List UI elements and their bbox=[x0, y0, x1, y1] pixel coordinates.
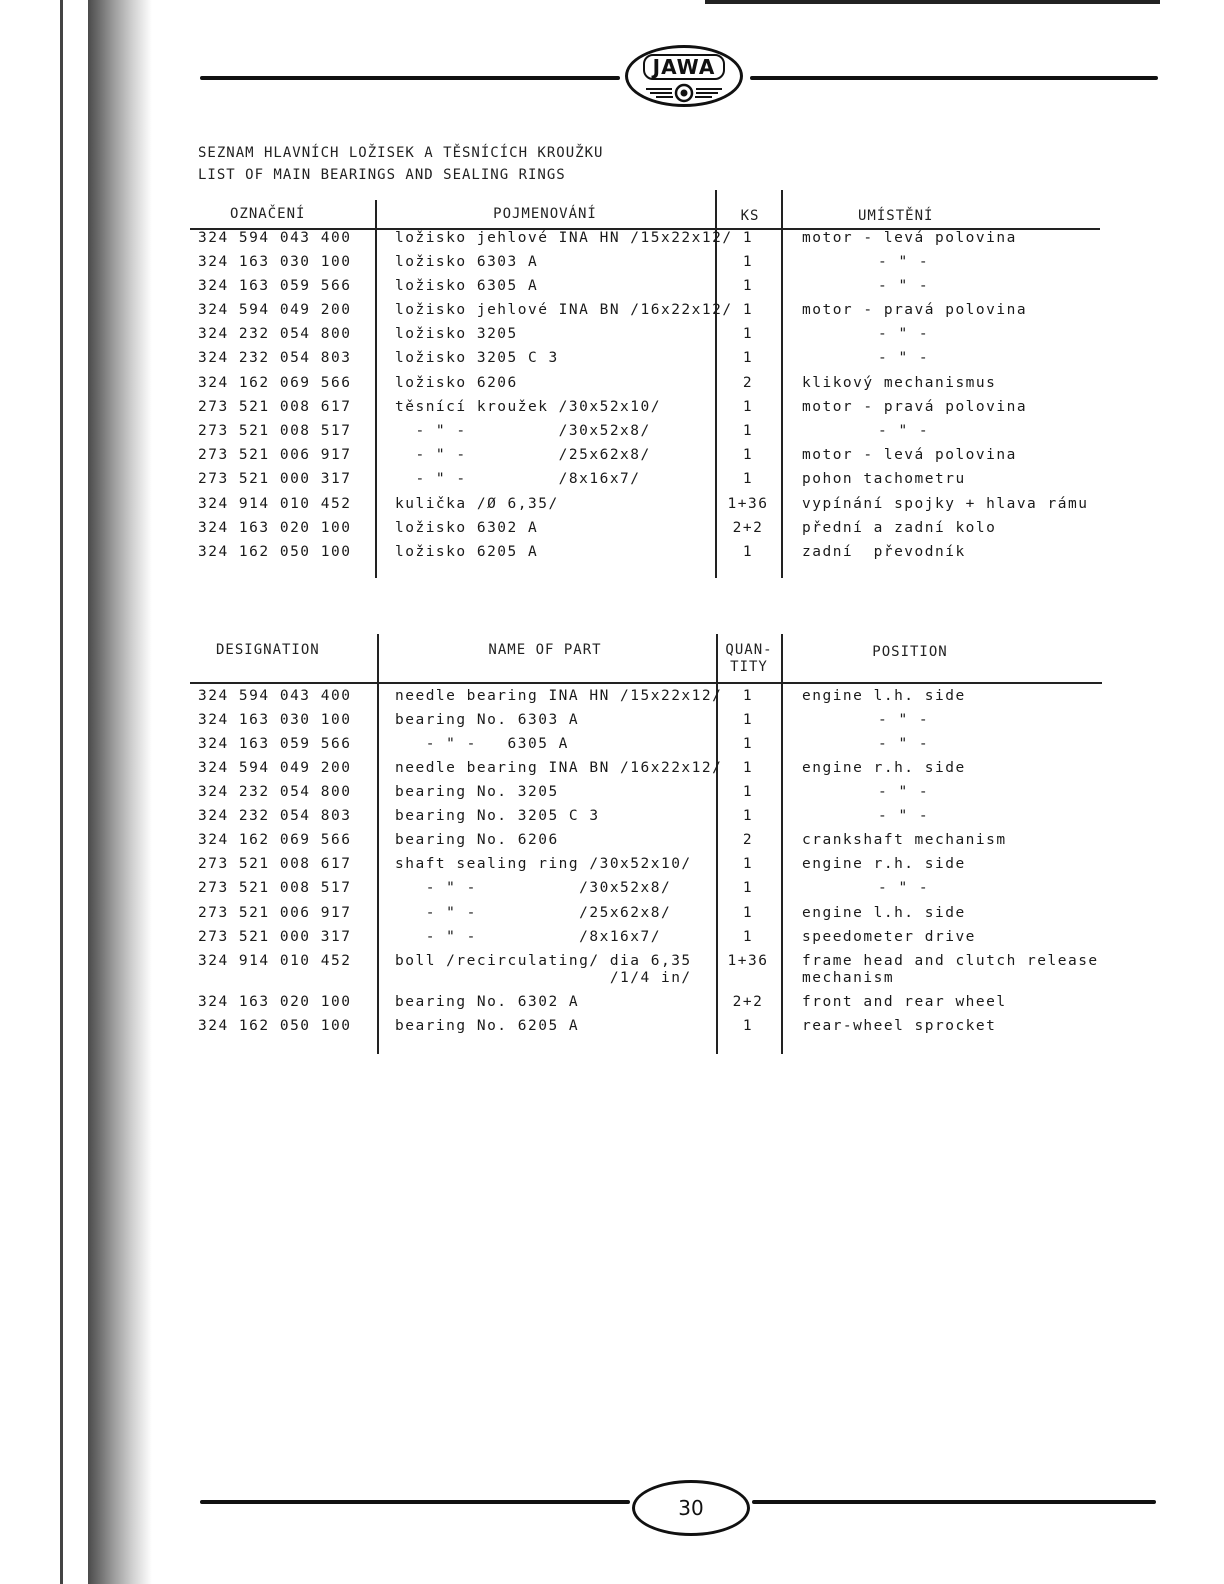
part-code: 324 232 054 803 bbox=[198, 808, 352, 824]
part-quantity: 1+36 bbox=[727, 496, 769, 512]
part-position: motor - pravá polovina bbox=[802, 399, 1028, 415]
part-name: ložisko 6206 bbox=[395, 375, 518, 391]
part-position: motor - pravá polovina bbox=[802, 302, 1028, 318]
column-divider bbox=[781, 634, 783, 1054]
part-quantity: 1 bbox=[742, 254, 754, 270]
footer-rule-left bbox=[200, 1500, 630, 1504]
header-code: OZNAČENÍ bbox=[230, 206, 306, 222]
part-code: 273 521 000 317 bbox=[198, 929, 352, 945]
part-code: 324 232 054 803 bbox=[198, 350, 352, 366]
part-code: 324 162 050 100 bbox=[198, 1018, 352, 1034]
part-position: motor - levá polovina bbox=[802, 230, 1017, 246]
part-quantity: 1 bbox=[742, 1018, 754, 1034]
logo-wing-icon bbox=[642, 83, 726, 103]
part-quantity: 1 bbox=[742, 929, 754, 945]
binding-shadow bbox=[88, 0, 152, 1584]
part-name: bearing No. 6205 A bbox=[395, 1018, 580, 1034]
part-code: 324 594 043 400 bbox=[198, 230, 352, 246]
part-quantity: 2 bbox=[742, 375, 754, 391]
part-quantity: 1 bbox=[742, 712, 754, 728]
part-name: - " - /8x16x7/ bbox=[395, 471, 641, 487]
page-number: 30 bbox=[678, 1496, 704, 1520]
part-position: pohon tachometru bbox=[802, 471, 966, 487]
part-name: shaft sealing ring /30x52x10/ bbox=[395, 856, 692, 872]
footer-rule-right bbox=[752, 1500, 1156, 1504]
part-name: ložisko 6305 A bbox=[395, 278, 539, 294]
part-quantity: 1 bbox=[742, 784, 754, 800]
part-name: těsnící kroužek /30x52x10/ bbox=[395, 399, 661, 415]
part-code: 324 162 069 566 bbox=[198, 375, 352, 391]
part-code: 324 232 054 800 bbox=[198, 784, 352, 800]
part-position: speedometer drive bbox=[802, 929, 976, 945]
part-name: bearing No. 3205 bbox=[395, 784, 559, 800]
part-name: boll /recirculating/ dia 6,35 /1/4 in/ bbox=[395, 953, 692, 986]
part-name: ložisko 6205 A bbox=[395, 544, 539, 560]
part-quantity: 2+2 bbox=[732, 520, 764, 536]
part-code: 273 521 006 917 bbox=[198, 447, 352, 463]
part-quantity: 2 bbox=[742, 832, 754, 848]
part-quantity: 1 bbox=[742, 423, 754, 439]
header-name: NAME OF PART bbox=[488, 642, 602, 658]
part-position: přední a zadní kolo bbox=[802, 520, 997, 536]
part-position: - " - bbox=[878, 712, 930, 728]
part-code: 324 914 010 452 bbox=[198, 496, 352, 512]
part-position: engine r.h. side bbox=[802, 856, 966, 872]
part-code: 324 594 049 200 bbox=[198, 760, 352, 776]
header-position: UMÍSTĚNÍ bbox=[858, 208, 934, 224]
column-divider bbox=[715, 190, 717, 578]
part-code: 324 163 030 100 bbox=[198, 712, 352, 728]
table-czech bbox=[190, 190, 1102, 582]
header-qty: KS bbox=[740, 208, 760, 224]
part-name: bearing No. 3205 C 3 bbox=[395, 808, 600, 824]
column-divider bbox=[377, 634, 379, 1054]
header-name: POJMENOVÁNÍ bbox=[493, 206, 597, 222]
top-edge-rule bbox=[705, 0, 1160, 4]
part-name: bearing No. 6303 A bbox=[395, 712, 580, 728]
part-quantity: 1 bbox=[742, 278, 754, 294]
part-position: - " - bbox=[878, 326, 930, 342]
jawa-logo bbox=[625, 45, 743, 107]
part-position: crankshaft mechanism bbox=[802, 832, 1007, 848]
part-position: vypínání spojky + hlava rámu bbox=[802, 496, 1089, 512]
title-czech: SEZNAM HLAVNÍCH LOŽISEK A TĚSNÍCÍCH KROUŽKU bbox=[198, 145, 604, 161]
part-name: - " - 6305 A bbox=[395, 736, 569, 752]
part-quantity: 1 bbox=[742, 760, 754, 776]
part-position: motor - levá polovina bbox=[802, 447, 1017, 463]
part-code: 324 914 010 452 bbox=[198, 953, 352, 969]
part-code: 324 163 059 566 bbox=[198, 278, 352, 294]
part-code: 273 521 000 317 bbox=[198, 471, 352, 487]
part-position: zadní převodník bbox=[802, 544, 966, 560]
part-name: kulička /Ø 6,35/ bbox=[395, 496, 559, 512]
part-quantity: 1+36 bbox=[727, 953, 769, 969]
part-code: 273 521 008 617 bbox=[198, 856, 352, 872]
part-quantity: 1 bbox=[742, 856, 754, 872]
column-divider bbox=[781, 190, 783, 578]
part-name: ložisko 3205 bbox=[395, 326, 518, 342]
table-english bbox=[190, 634, 1102, 1058]
title-english: LIST OF MAIN BEARINGS AND SEALING RINGS bbox=[198, 167, 566, 183]
part-quantity: 1 bbox=[742, 880, 754, 896]
logo-text: JAWA bbox=[643, 54, 726, 80]
header-rule-right bbox=[750, 76, 1158, 80]
part-quantity: 1 bbox=[742, 905, 754, 921]
part-quantity: 1 bbox=[742, 302, 754, 318]
part-code: 273 521 008 517 bbox=[198, 423, 352, 439]
header-qty: QUAN- TITY bbox=[725, 642, 773, 675]
part-position: front and rear wheel bbox=[802, 994, 1007, 1010]
part-name: ložisko jehlové INA HN /15x22x12/ bbox=[395, 230, 733, 246]
part-quantity: 1 bbox=[742, 350, 754, 366]
header-code: DESIGNATION bbox=[216, 642, 320, 658]
part-quantity: 1 bbox=[742, 326, 754, 342]
part-name: ložisko 6302 A bbox=[395, 520, 539, 536]
part-code: 324 163 020 100 bbox=[198, 520, 352, 536]
part-position: frame head and clutch release mechanism bbox=[802, 953, 1099, 986]
header-separator bbox=[190, 682, 1102, 684]
part-position: - " - bbox=[878, 808, 930, 824]
part-position: engine l.h. side bbox=[802, 905, 966, 921]
part-name: - " - /8x16x7/ bbox=[395, 929, 661, 945]
part-position: - " - bbox=[878, 278, 930, 294]
part-code: 324 162 050 100 bbox=[198, 544, 352, 560]
part-position: - " - bbox=[878, 784, 930, 800]
part-position: engine r.h. side bbox=[802, 760, 966, 776]
part-code: 324 162 069 566 bbox=[198, 832, 352, 848]
part-quantity: 1 bbox=[742, 736, 754, 752]
part-code: 324 594 043 400 bbox=[198, 688, 352, 704]
header-position: POSITION bbox=[872, 644, 948, 660]
part-quantity: 1 bbox=[742, 399, 754, 415]
column-divider bbox=[375, 200, 377, 578]
part-name: - " - /25x62x8/ bbox=[395, 905, 672, 921]
header-rule-left bbox=[200, 76, 620, 80]
part-name: needle bearing INA HN /15x22x12/ bbox=[395, 688, 723, 704]
part-position: - " - bbox=[878, 423, 930, 439]
part-name: ložisko jehlové INA BN /16x22x12/ bbox=[395, 302, 733, 318]
part-name: - " - /30x52x8/ bbox=[395, 880, 672, 896]
part-quantity: 1 bbox=[742, 808, 754, 824]
part-quantity: 1 bbox=[742, 471, 754, 487]
part-quantity: 1 bbox=[742, 544, 754, 560]
part-name: bearing No. 6206 bbox=[395, 832, 559, 848]
part-code: 273 521 006 917 bbox=[198, 905, 352, 921]
part-position: - " - bbox=[878, 350, 930, 366]
part-code: 324 232 054 800 bbox=[198, 326, 352, 342]
part-quantity: 2+2 bbox=[732, 994, 764, 1010]
part-name: needle bearing INA BN /16x22x12/ bbox=[395, 760, 723, 776]
part-position: - " - bbox=[878, 880, 930, 896]
part-name: ložisko 3205 C 3 bbox=[395, 350, 559, 366]
part-code: 324 594 049 200 bbox=[198, 302, 352, 318]
binding-edge-line bbox=[60, 0, 63, 1584]
part-code: 324 163 020 100 bbox=[198, 994, 352, 1010]
part-position: - " - bbox=[878, 254, 930, 270]
part-position: engine l.h. side bbox=[802, 688, 966, 704]
part-quantity: 1 bbox=[742, 688, 754, 704]
part-quantity: 1 bbox=[742, 447, 754, 463]
part-name: - " - /30x52x8/ bbox=[395, 423, 651, 439]
part-code: 273 521 008 517 bbox=[198, 880, 352, 896]
part-name: - " - /25x62x8/ bbox=[395, 447, 651, 463]
page-number-badge bbox=[632, 1480, 750, 1536]
part-position: - " - bbox=[878, 736, 930, 752]
part-code: 273 521 008 617 bbox=[198, 399, 352, 415]
part-position: rear-wheel sprocket bbox=[802, 1018, 997, 1034]
part-code: 324 163 030 100 bbox=[198, 254, 352, 270]
part-name: bearing No. 6302 A bbox=[395, 994, 580, 1010]
part-code: 324 163 059 566 bbox=[198, 736, 352, 752]
part-position: klikový mechanismus bbox=[802, 375, 997, 391]
part-name: ložisko 6303 A bbox=[395, 254, 539, 270]
part-quantity: 1 bbox=[742, 230, 754, 246]
